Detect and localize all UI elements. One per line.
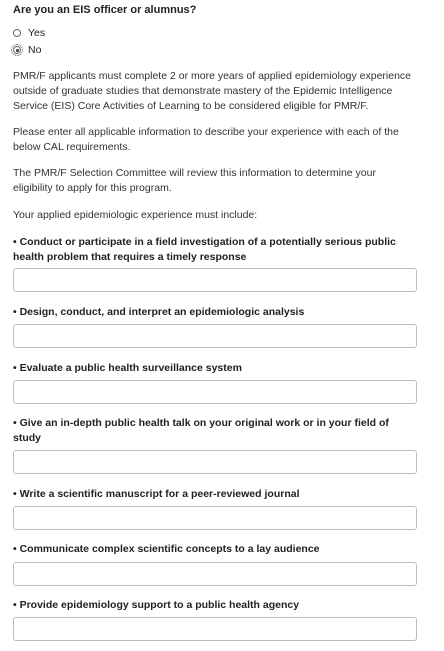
requirement-input-manuscript[interactable] [13,506,417,530]
requirement-input-epi-analysis[interactable] [13,324,417,348]
requirement-input-agency-support[interactable] [13,617,417,641]
requirement-label-field-investigation: • Conduct or participate in a field investigation of a potentially serious public health problem that requires a timely response [13,236,396,263]
eligibility-paragraph: PMR/F applicants must complete 2 or more years of applied epidemiology experience outside of graduate studies that demonstrate mastery of the Epidemic Intelligence Service (EIS) Core Activities of Learning to be considered eligible for PMR/F. [13,70,412,112]
radio-no[interactable] [13,46,21,54]
radio-yes[interactable] [13,29,21,37]
option-no-label: No [28,44,42,56]
requirement-input-surveillance[interactable] [13,380,417,404]
requirements-intro: Your applied epidemiologic experience must include: [13,209,258,221]
requirement-label-public-health-talk: • Give an in-depth public health talk on your original work or in your field of study [13,417,389,444]
requirement-label-epi-analysis: • Design, conduct, and interpret an epidemiologic analysis [13,306,305,318]
requirement-input-lay-audience[interactable] [13,562,417,586]
committee-paragraph: The PMR/F Selection Committee will review this information to determine your eligibility to apply for this program. [13,167,376,194]
requirement-label-lay-audience: • Communicate complex scientific concepts to a lay audience [13,543,320,555]
option-yes-label: Yes [28,27,46,39]
requirement-label-manuscript: • Write a scientific manuscript for a peer-reviewed journal [13,488,300,500]
instructions-paragraph: Please enter all applicable information to describe your experience with each of the below CAL requirements. [13,126,399,153]
option-no[interactable] [13,44,41,56]
requirement-input-public-health-talk[interactable] [13,450,417,474]
eis-question-label: Are you an EIS officer or alumnus? [13,4,197,16]
requirement-input-field-investigation[interactable] [13,268,417,292]
requirement-label-agency-support: • Provide epidemiology support to a public health agency [13,599,300,611]
option-yes[interactable] [13,27,45,39]
requirement-label-surveillance: • Evaluate a public health surveillance system [13,362,242,374]
